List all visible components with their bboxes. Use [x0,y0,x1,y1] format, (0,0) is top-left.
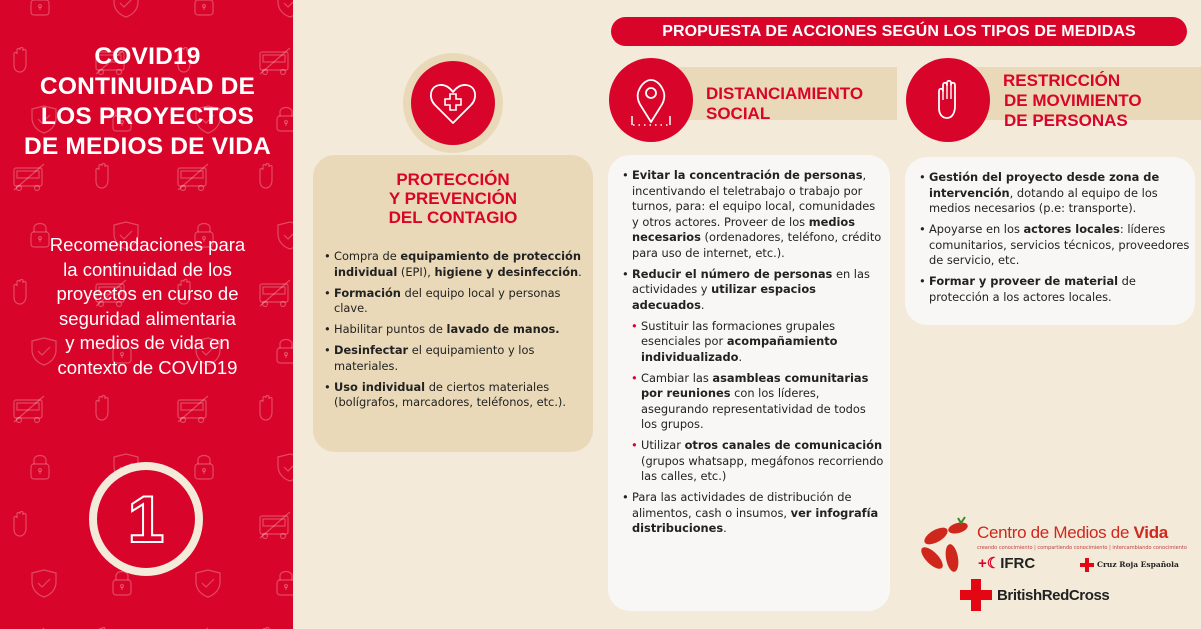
text: . [738,349,743,364]
text: , dotando al equipo de los medios necesarios (p.e: transporte). [929,185,1158,215]
distanciamiento-list [622,168,884,542]
sub-list-item [631,371,884,433]
text: (EPI), [397,264,435,279]
lock-icon [277,572,295,596]
hand-icon [96,396,108,421]
list-item [919,274,1193,305]
text: del equipo local y personas clave. [334,285,561,315]
no-truck-icon [178,164,208,191]
text: Para las actividades de distribución de alimentos, cash o insumos, [632,490,852,520]
text: Utilizar [641,438,685,452]
bold-text: Formación [334,285,401,300]
title-line: COVID19 [94,43,201,70]
main-title [0,42,295,162]
list-item [919,222,1193,269]
text: : líderes comunitarios, servicios técnicos, proveedores de servicio, etc. [929,222,1190,267]
list-item [622,267,884,314]
subtitle-line: proyectos en curso de [56,283,239,304]
bold-text: acompañamiento individualizado [641,334,838,364]
hand-icon [260,396,272,421]
text: Habilitar puntos de [334,322,447,336]
list-item [324,249,592,280]
subtitle-line: y medios de vida en [65,332,230,353]
cmv-tagline: creando conocimiento | compartiendo conocimiento | intercambiando conocimiento [977,545,1187,551]
sub-list-item [631,319,884,366]
list-item [919,170,1193,217]
lock-icon [195,456,213,480]
bold-text: Gestión del proyecto desde zona de intervención [929,170,1160,200]
subtitle [0,233,295,380]
proteccion-title: PROTECCIÓN Y PREVENCIÓN DEL CONTAGIO [388,170,518,227]
heart-cross-icon [411,61,495,145]
hand-stop-icon [906,58,990,142]
bold-text: equipamiento de protección individual [334,249,581,279]
list-item [324,380,592,411]
hand-icon [260,164,272,189]
svg-text:1: 1 [127,482,165,556]
shield-check-icon [32,570,56,597]
list-item [324,286,592,317]
text: de ciertos materiales (bolígrafos, marcadores, teléfonos, etc.). [334,379,567,409]
list-item [324,322,592,338]
text: (grupos whatsapp, megáfonos recorriendo las calles, etc.) [641,453,884,483]
title-line: DE MEDIOS DE VIDA [23,133,272,160]
section-banner: PROPUESTA DE ACCIONES SEGÚN LOS TIPOS DE MEDIDAS [611,17,1187,46]
bold-text: actores locales [1023,222,1120,236]
number-badge [89,462,203,576]
text: en las actividades y [632,266,870,296]
list-item [324,343,592,374]
proteccion-list [324,249,592,416]
hand-icon [14,512,26,537]
no-truck-icon [260,512,290,539]
british-red-cross-logo: BritishRedCross [960,579,1109,611]
bold-text: Uso individual [334,379,426,394]
text: con los líderes, asegurando representatividad de todos los grupos. [641,386,866,431]
bold-text: otros canales de comunicación [684,438,883,452]
title-line: CONTINUIDAD DE [39,73,256,100]
partner-logos [912,510,1192,620]
restriccion-title: RESTRICCIÓN DE MOVIMIENTO DE PERSONAS [1003,71,1142,130]
proteccion-icon-badge [403,53,503,153]
lock-icon [31,456,49,480]
distanciamiento-icon-badge [609,58,693,142]
shield-check-icon [196,570,220,597]
text: (ordenadores, teléfono, crédito para uso de internet, etc.). [632,230,882,260]
title-line: LOS PROYECTOS [40,103,255,130]
bold-text: Formar y proveer de material [929,274,1119,288]
bold-text: Evitar la concentración de personas [632,168,863,182]
list-item [622,168,884,261]
cruz-roja-logo: Cruz Roja Española [1080,558,1179,572]
subtitle-line: la continuidad de los [63,258,232,280]
cmv-flower-logo [914,514,978,576]
list-item [622,490,884,537]
shield-check-icon [278,0,295,17]
location-pin-icon [609,58,693,142]
text: , incentivando el teletrabajo o trabajo por turnos, para: el equipo local, comunidades y otros actores. Proveer de los [632,168,876,229]
hand-icon [96,164,108,189]
lock-icon [195,0,213,15]
subtitle-line: Recomendaciones para [49,234,246,255]
subtitle-line: seguridad alimentaria [59,307,236,329]
restriccion-list [919,170,1193,311]
bold-text: medios necesarios [632,214,855,244]
bold-text: Reducir el número de personas [632,266,833,281]
distanciamiento-card [608,155,890,611]
text: Cambiar las [641,370,713,385]
no-truck-icon [14,396,44,423]
restriccion-card [905,157,1195,325]
bold-text: lavado de manos. [446,322,560,336]
shield-check-icon [278,454,295,481]
text: el equipamiento y los materiales. [334,343,535,373]
shield-check-icon [114,0,138,17]
distanciamiento-title: DISTANCIAMIENTO SOCIAL [706,84,864,123]
number-outline [97,470,195,568]
bold-text: ver infografía distribuciones [632,505,879,535]
cmv-name: Centro de Medios de Vida [977,523,1168,542]
subtitle-line: contexto de COVID19 [57,356,238,378]
bold-text: Desinfectar [334,343,409,357]
restriccion-icon-badge [906,58,990,142]
cover-panel [0,0,295,629]
bold-text: utilizar espacios adecuados [632,282,816,312]
bold-text: asambleas comunitarias por reuniones [641,370,869,400]
lock-icon [31,0,49,15]
ifrc-logo: +☾IFRC [978,555,1036,572]
lock-icon [113,572,131,596]
text: de protección a los actores locales. [929,274,1136,304]
no-truck-icon [178,396,208,423]
no-truck-icon [14,164,44,191]
text: . [723,521,727,535]
red-cross-icon [1080,558,1094,572]
text: Sustituir las formaciones grupales esenciales por [641,318,836,348]
text: Apoyarse en los [929,222,1024,236]
text: Compra de [334,249,401,263]
sub-list-item [631,438,884,485]
text: . [578,264,582,279]
ifrc-cross-crescent-icon: +☾ [978,555,1001,572]
red-cross-icon [960,579,992,611]
text: . [700,297,705,312]
proteccion-card [313,155,593,452]
bold-text: higiene y desinfección [434,264,579,279]
